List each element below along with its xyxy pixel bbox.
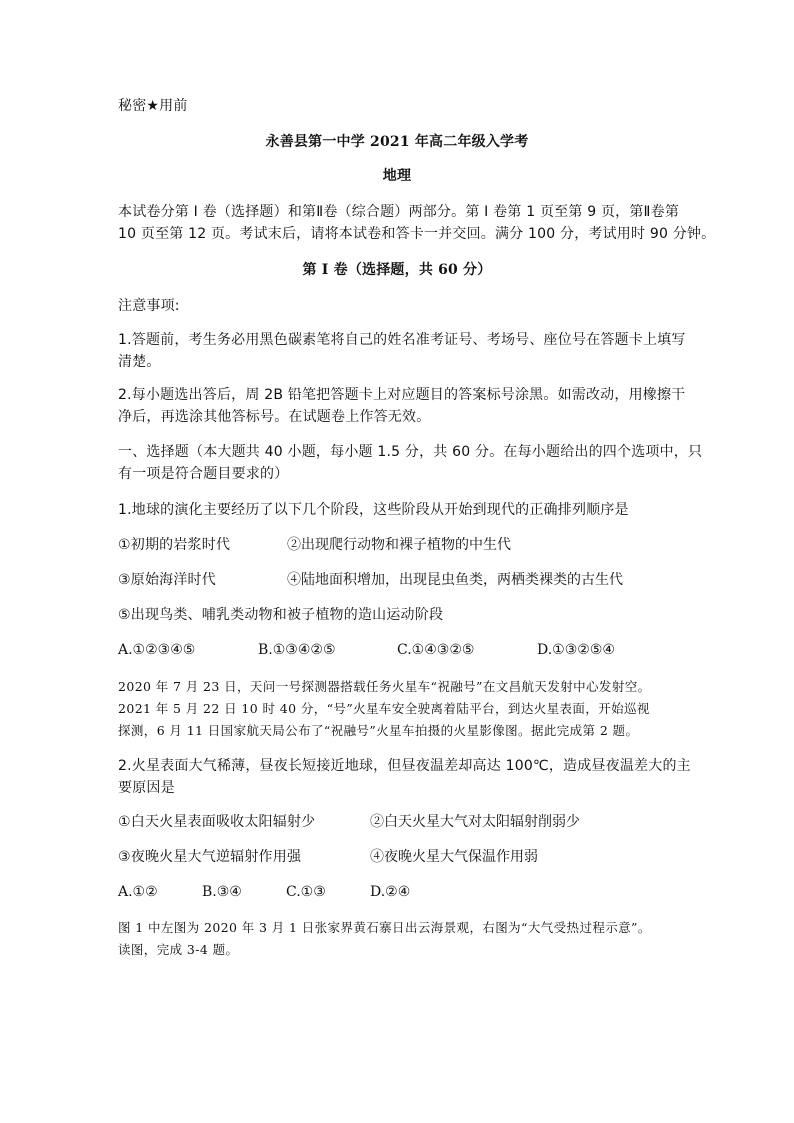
- q2-statement-3: ③夜晚火星大气逆辐射作用强: [118, 849, 302, 865]
- q2-option-d: D.②④: [370, 884, 411, 900]
- q2-statement-2: ②白天火星大气对太阳辐射削弱少: [370, 814, 580, 830]
- q1-statement-5: ⑤出现鸟类、哺乳类动物和被子植物的造山运动阶段: [118, 607, 444, 623]
- note-1-line-1: 1.答题前，考生务必用黑色碳素笔将自己的姓名准考证号、考场号、座位号在答题卡上填写: [118, 332, 686, 348]
- passage-2-line-2: 读图，完成 3-4 题。: [118, 942, 239, 957]
- q2-option-a: A.①②: [118, 884, 158, 900]
- q1-stem: 1.地球的演化主要经历了以下几个阶段，这些阶段从开始到现代的正确排列顺序是: [118, 502, 629, 518]
- intro-line-1: 本试卷分第 I 卷（选择题）和第Ⅱ卷（综合题）两部分。第 I 卷第 1 页至第 9 页，第Ⅱ卷第: [118, 204, 680, 220]
- passage-1-line-2: 2021 年 5 月 22 日 10 时 40 分，“号”火星车安全驶离着陆平台，到达火星表面，开始巡视: [118, 701, 650, 716]
- passage-1-line-3: 探测，6 月 11 日国家航天局公布了“祝融号”火星车拍摄的火星影像图。据此完成第 2 题。: [118, 723, 639, 738]
- q1-option-b: B.①③④②⑤: [258, 642, 336, 658]
- q2-statement-1: ①白天火星表面吸收太阳辐射少: [118, 814, 316, 830]
- part1-line-2: 有一项是符合题目要求的）: [118, 466, 289, 482]
- passage-2-line-1: 图 1 中左图为 2020 年 3 月 1 日张家界黄石寨日出云海景观，右图为“大气受热过程示意”。: [118, 920, 651, 935]
- q1-statement-2: ②出现爬行动物和裸子植物的中生代: [287, 537, 511, 553]
- q1-statement-3: ③原始海洋时代: [118, 572, 216, 588]
- note-2-line-2: 净后，再选涂其他答标号。在试题卷上作答无效。: [118, 409, 431, 425]
- q1-option-c: C.①④③②⑤: [397, 642, 475, 658]
- q2-statement-4: ④夜晚火星大气保温作用弱: [370, 849, 538, 865]
- note-2-line-1: 2.每小题选出答后，周 2B 铅笔把答题卡上对应题目的答案标号涂黑。如需改动，用橡擦干: [118, 387, 686, 403]
- q1-option-a: A.①②③④⑤: [118, 642, 196, 658]
- q2-option-c: C.①③: [286, 884, 326, 900]
- subject-title: 地理: [382, 168, 412, 184]
- section-title: 第 I 卷（选择题，共 60 分）: [302, 262, 492, 278]
- part1-line-1: 一、选择题（本大题共 40 小题，每小题 1.5 分，共 60 分。在每小题给出的四个选项中，只: [118, 444, 703, 460]
- passage-1-line-1: 2020 年 7 月 23 日，天问一号探测器搭载任务火星车“祝融号”在文昌航天发射中心发射空。: [118, 679, 651, 694]
- q2-option-b: B.③④: [202, 884, 242, 900]
- q1-statement-4: ④陆地面积增加，出现昆虫鱼类，两栖类裸类的古生代: [287, 572, 623, 588]
- secret-label: 秘密★用前: [118, 98, 188, 114]
- q1-statement-1: ①初期的岩浆时代: [118, 537, 231, 553]
- intro-line-2: 10 页至第 12 页。考试末后，请将本试卷和答卡一并交回。满分 100 分，考试用时 90 分钟。: [118, 226, 716, 242]
- q2-stem-line-1: 2.火星表面大气稀薄，昼夜长短接近地球，但昼夜温差却高达 100℃，造成昼夜温差大的主: [118, 758, 691, 774]
- q2-stem-line-2: 要原因是: [118, 780, 175, 796]
- exam-title: 永善县第一中学 2021 年高二年级入学考: [265, 134, 529, 150]
- notes-heading: 注意事项:: [118, 298, 180, 314]
- note-1-line-2: 清楚。: [118, 354, 161, 370]
- q1-option-d: D.①③②⑤④: [537, 642, 615, 658]
